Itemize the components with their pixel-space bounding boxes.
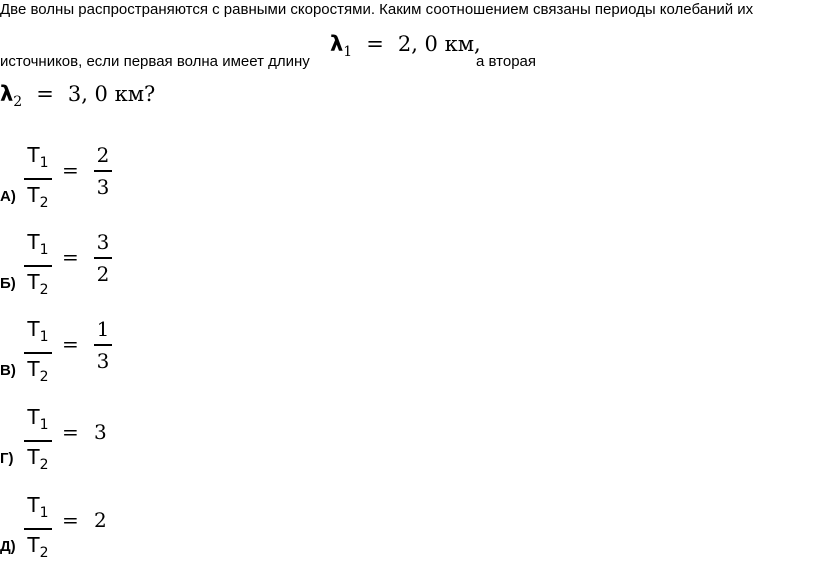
period-ratio-fraction bbox=[24, 404, 52, 478]
answer-denominator: 3 bbox=[96, 174, 110, 199]
answer-fraction bbox=[94, 316, 112, 374]
lambda1-formula bbox=[330, 32, 481, 60]
equals-sign: = bbox=[62, 158, 79, 182]
numerator: $T_1$ bbox=[27, 230, 49, 258]
option-label: Б) bbox=[0, 275, 16, 292]
answer-denominator: 3 bbox=[96, 348, 110, 373]
fraction-bar bbox=[24, 352, 52, 354]
numerator: $T_1$ bbox=[27, 317, 49, 345]
equals-sign: = bbox=[62, 332, 79, 356]
period-ratio-fraction bbox=[24, 229, 52, 303]
denominator: $T_2$ bbox=[27, 532, 49, 561]
answer-numerator: 2 bbox=[96, 143, 110, 167]
equals-sign: = bbox=[366, 32, 384, 56]
answer-fraction bbox=[94, 229, 112, 287]
option-label: Г) bbox=[0, 450, 14, 467]
question-tail: а вторая bbox=[476, 53, 536, 70]
fraction-bar bbox=[24, 178, 52, 180]
answer-numerator: 1 bbox=[96, 317, 110, 341]
equals-sign: = bbox=[62, 420, 79, 444]
lambda2-formula bbox=[0, 82, 155, 110]
equals-sign: = bbox=[62, 508, 79, 532]
fraction-bar bbox=[24, 528, 52, 530]
lambda2-symbol: λ bbox=[0, 82, 14, 106]
option-label: В) bbox=[0, 362, 16, 379]
denominator: $T_2$ bbox=[27, 444, 49, 473]
option-label: Д) bbox=[0, 538, 16, 555]
answer-numerator: 3 bbox=[96, 230, 110, 254]
question-line-1: Две волны распространяются с равными скоростями. Каким соотношением связаны периоды колебаний их bbox=[0, 1, 754, 18]
period-ratio-fraction bbox=[24, 492, 52, 566]
fraction-bar bbox=[24, 440, 52, 442]
question-line-2-text: источников, если первая волна имеет длину bbox=[0, 53, 310, 70]
lambda1-symbol: λ bbox=[330, 32, 344, 56]
question-line-2 bbox=[0, 53, 310, 71]
denominator: $T_2$ bbox=[27, 269, 49, 298]
equals-sign: = bbox=[62, 245, 79, 269]
equals-sign: = bbox=[36, 82, 54, 106]
fraction-bar bbox=[94, 257, 112, 259]
denominator: $T_2$ bbox=[27, 356, 49, 385]
answer-denominator: 2 bbox=[96, 261, 110, 286]
period-ratio-fraction bbox=[24, 316, 52, 390]
answer-fraction bbox=[94, 142, 112, 200]
lambda2-sub: 2 bbox=[13, 94, 23, 110]
denominator: $T_2$ bbox=[27, 182, 49, 211]
period-ratio-fraction bbox=[24, 142, 52, 216]
lambda1-sub: 1 bbox=[343, 44, 353, 60]
numerator: $T_1$ bbox=[27, 143, 49, 171]
numerator: $T_1$ bbox=[27, 405, 49, 433]
fraction-bar bbox=[24, 265, 52, 267]
fraction-bar bbox=[94, 170, 112, 172]
fraction-bar bbox=[94, 344, 112, 346]
lambda2-value: 3, 0 км? bbox=[67, 82, 156, 106]
numerator: $T_1$ bbox=[27, 493, 49, 521]
answer-value: 2 bbox=[94, 508, 107, 532]
lambda1-value: 2, 0 км, bbox=[397, 32, 481, 56]
option-label: А) bbox=[0, 188, 16, 205]
answer-value: 3 bbox=[94, 420, 107, 444]
